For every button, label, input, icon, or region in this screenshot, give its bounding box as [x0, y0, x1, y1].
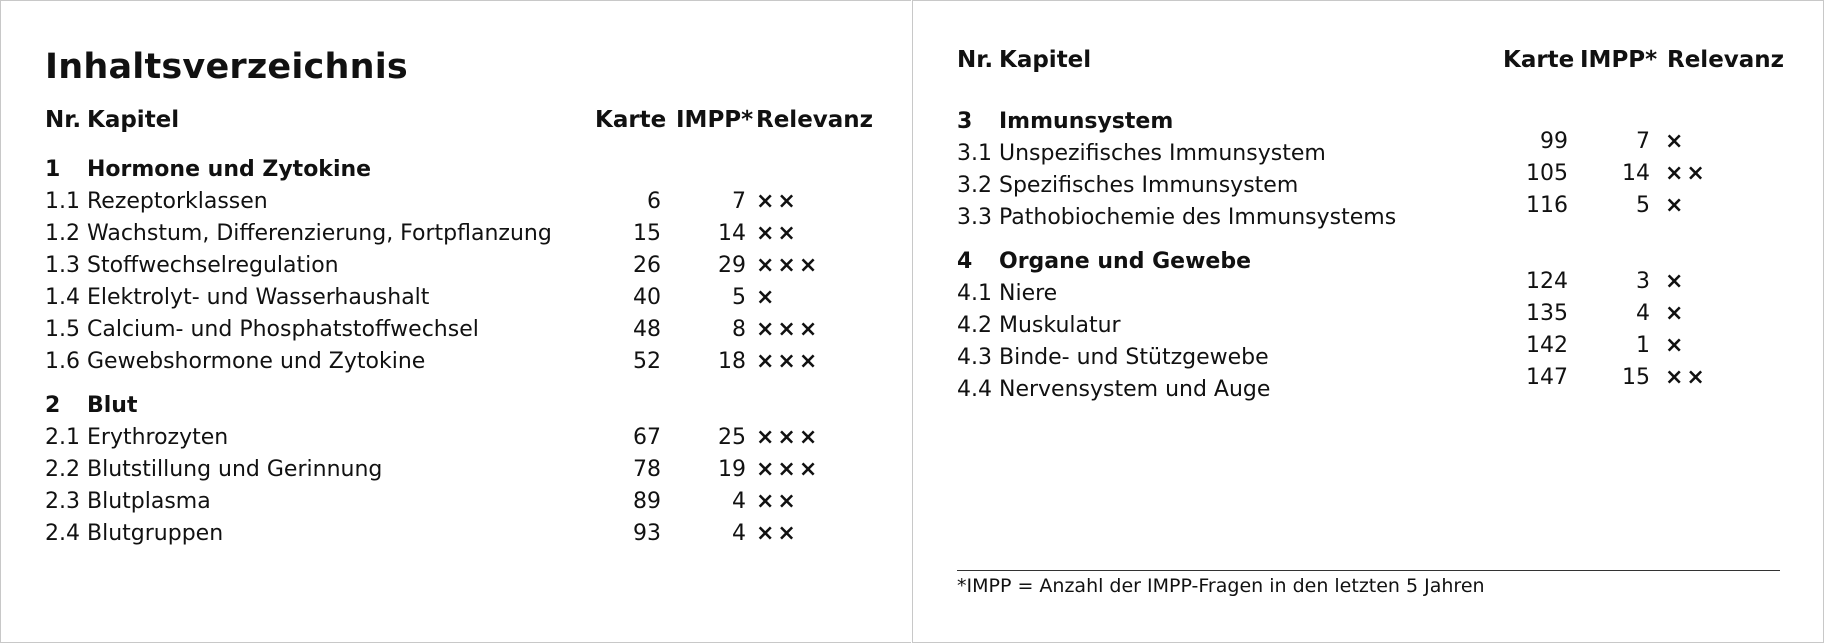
page-title: Inhaltsverzeichnis	[45, 47, 408, 87]
entry-label: Pathobiochemie des Immunsystems	[999, 205, 1397, 230]
toc-section[interactable]	[45, 157, 905, 188]
entry-impp: 14	[718, 221, 746, 246]
section-title: Organe und Gewebe	[999, 249, 1252, 274]
entry-relevanz: ×	[1665, 269, 1687, 294]
toc-section[interactable]	[957, 109, 1817, 140]
entry-relevanz: ×	[1665, 333, 1687, 358]
entry-impp: 3	[1636, 269, 1650, 294]
entry-impp: 14	[1622, 161, 1650, 186]
entry-impp: 15	[1622, 365, 1650, 390]
entry-number: 1.3	[45, 253, 80, 278]
entry-impp: 4	[1636, 301, 1650, 326]
entry-impp: 19	[718, 457, 746, 482]
entry-label: Spezifisches Immunsystem	[999, 173, 1299, 198]
entry-impp: 8	[732, 317, 746, 342]
entry-label: Gewebshormone und Zytokine	[87, 349, 426, 374]
entry-relevanz: ××	[1665, 161, 1708, 186]
toc-entry[interactable]	[957, 281, 1817, 312]
entry-relevanz: ×	[1665, 129, 1687, 154]
entry-number: 2.1	[45, 425, 80, 450]
toc-section[interactable]	[957, 249, 1817, 280]
entry-label: Niere	[999, 281, 1058, 306]
section-title: Hormone und Zytokine	[87, 157, 372, 182]
entry-relevanz: ×	[1665, 301, 1687, 326]
header-karte: Karte	[595, 107, 667, 133]
section-number: 2	[45, 393, 61, 418]
header-nr: Nr.	[45, 107, 82, 133]
entry-relevanz: ×	[756, 285, 778, 310]
header-nr: Nr.	[957, 47, 994, 73]
entry-number: 4.4	[957, 377, 992, 402]
entry-number: 3.3	[957, 205, 992, 230]
section-number: 1	[45, 157, 61, 182]
entry-karte: 67	[633, 425, 661, 450]
section-number: 3	[957, 109, 973, 134]
entry-relevanz: ×××	[756, 349, 821, 374]
entry-relevanz: ×××	[756, 317, 821, 342]
entry-karte: 93	[633, 521, 661, 546]
entry-number: 3.2	[957, 173, 992, 198]
entry-relevanz: ××	[756, 489, 799, 514]
header-impp: IMPP*	[1580, 47, 1658, 73]
toc-entry[interactable]	[957, 313, 1817, 344]
entry-label: Muskulatur	[999, 313, 1121, 338]
entry-number: 1.4	[45, 285, 80, 310]
entry-karte: 142	[1526, 333, 1568, 358]
entry-relevanz: ×××	[756, 457, 821, 482]
section-title: Immunsystem	[999, 109, 1174, 134]
entry-karte: 15	[633, 221, 661, 246]
entry-relevanz: ×××	[756, 253, 821, 278]
entry-label: Blutgruppen	[87, 521, 224, 546]
entry-label: Blutstillung und Gerinnung	[87, 457, 383, 482]
entry-label: Wachstum, Differenzierung, Fortpflanzung	[87, 221, 552, 246]
header-karte: Karte	[1503, 47, 1575, 73]
entry-label: Nervensystem und Auge	[999, 377, 1271, 402]
entry-number: 4.3	[957, 345, 992, 370]
entry-impp: 5	[732, 285, 746, 310]
entry-impp: 18	[718, 349, 746, 374]
entry-impp: 4	[732, 521, 746, 546]
entry-relevanz: ××	[756, 221, 799, 246]
section-title: Blut	[87, 393, 138, 418]
entry-number: 2.2	[45, 457, 80, 482]
entry-karte: 89	[633, 489, 661, 514]
entry-relevanz: ××	[756, 189, 799, 214]
entry-karte: 135	[1526, 301, 1568, 326]
entry-impp: 1	[1636, 333, 1650, 358]
entry-label: Erythrozyten	[87, 425, 229, 450]
entry-relevanz: ×××	[756, 425, 821, 450]
footnote: *IMPP = Anzahl der IMPP-Fragen in den letzten 5 Jahren	[957, 575, 1485, 597]
left-page	[0, 0, 911, 643]
entry-label: Unspezifisches Immunsystem	[999, 141, 1326, 166]
footnote-rule	[957, 570, 1780, 571]
entry-impp: 25	[718, 425, 746, 450]
entry-label: Stoffwechselregulation	[87, 253, 339, 278]
entry-karte: 116	[1526, 193, 1568, 218]
entry-karte: 147	[1526, 365, 1568, 390]
entry-label: Rezeptorklassen	[87, 189, 268, 214]
entry-impp: 7	[732, 189, 746, 214]
entry-karte: 48	[633, 317, 661, 342]
entry-karte: 124	[1526, 269, 1568, 294]
entry-label: Elektrolyt- und Wasserhaushalt	[87, 285, 430, 310]
entry-relevanz: ×	[1665, 193, 1687, 218]
entry-impp: 29	[718, 253, 746, 278]
entry-number: 3.1	[957, 141, 992, 166]
entry-number: 4.1	[957, 281, 992, 306]
entry-number: 1.6	[45, 349, 80, 374]
entry-label: Binde- und Stützgewebe	[999, 345, 1269, 370]
toc-section[interactable]	[45, 393, 905, 424]
entry-impp: 7	[1636, 129, 1650, 154]
entry-karte: 40	[633, 285, 661, 310]
entry-number: 1.1	[45, 189, 80, 214]
entry-number: 2.3	[45, 489, 80, 514]
entry-impp: 5	[1636, 193, 1650, 218]
header-kapitel: Kapitel	[999, 47, 1092, 73]
entry-karte: 52	[633, 349, 661, 374]
toc-entry[interactable]	[957, 205, 1817, 236]
entry-karte: 105	[1526, 161, 1568, 186]
entry-number: 2.4	[45, 521, 80, 546]
entry-karte: 99	[1540, 129, 1568, 154]
entry-label: Blutplasma	[87, 489, 211, 514]
entry-relevanz: ××	[756, 521, 799, 546]
entry-label: Calcium- und Phosphatstoffwechsel	[87, 317, 479, 342]
header-relevanz: Relevanz	[1667, 47, 1785, 73]
header-relevanz: Relevanz	[756, 107, 874, 133]
entry-relevanz: ××	[1665, 365, 1708, 390]
entry-number: 1.2	[45, 221, 80, 246]
entry-karte: 78	[633, 457, 661, 482]
right-page	[912, 0, 1824, 643]
entry-karte: 26	[633, 253, 661, 278]
header-kapitel: Kapitel	[87, 107, 180, 133]
section-number: 4	[957, 249, 973, 274]
entry-impp: 4	[732, 489, 746, 514]
entry-number: 4.2	[957, 313, 992, 338]
entry-karte: 6	[647, 189, 661, 214]
header-impp: IMPP*	[676, 107, 754, 133]
entry-number: 1.5	[45, 317, 80, 342]
